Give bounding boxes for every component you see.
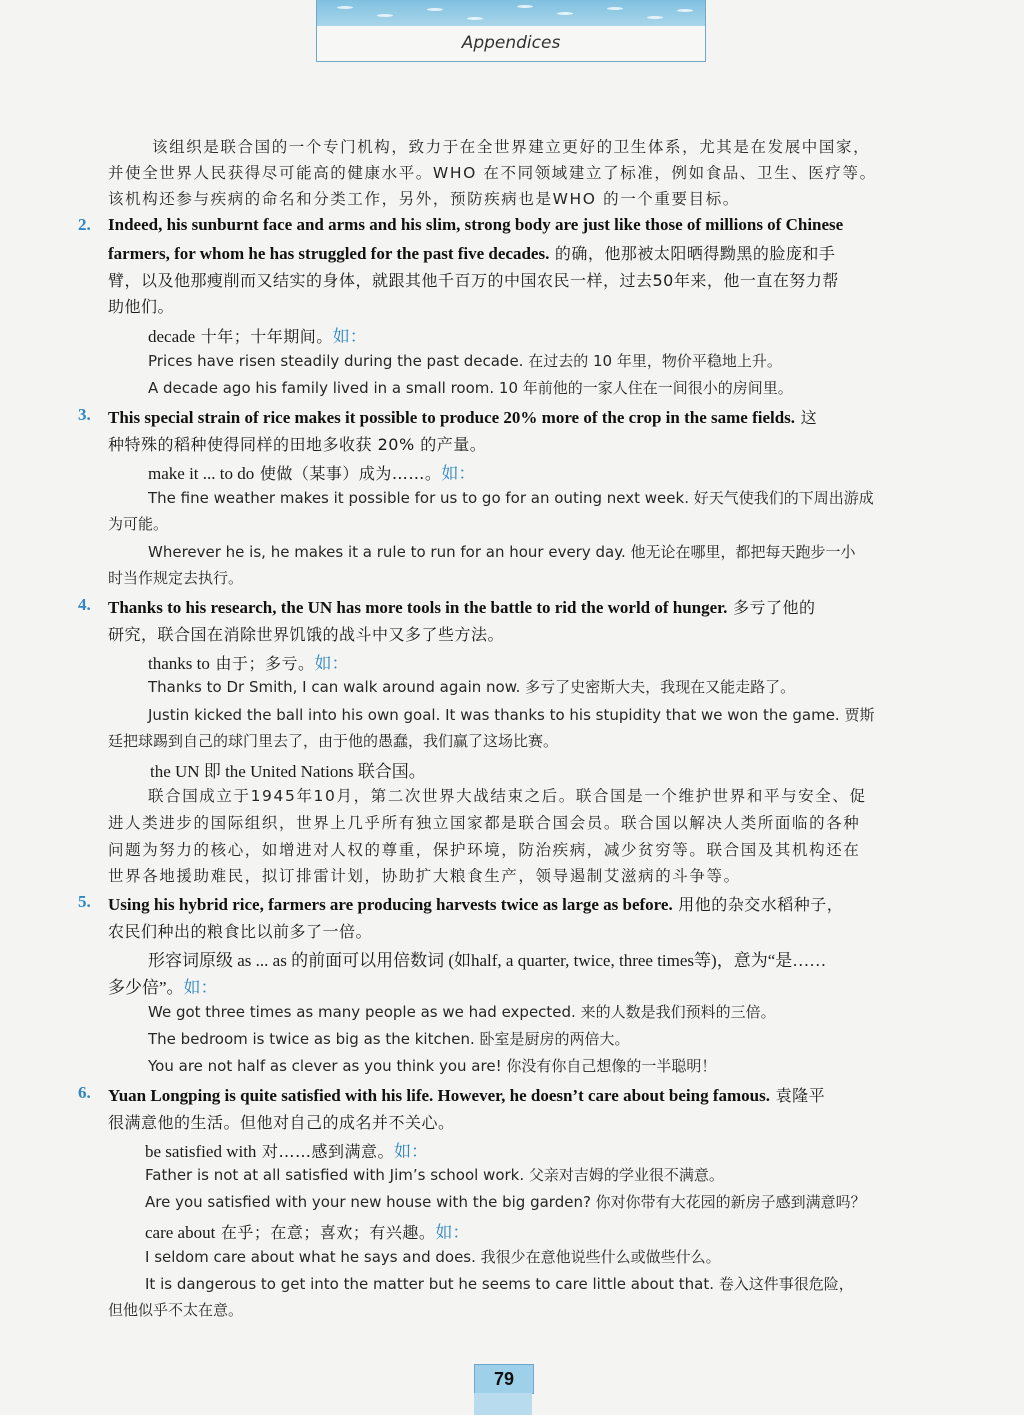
text-line: 很满意他的生活。但他对自己的成名并不关心。 xyxy=(108,1113,455,1132)
header-tab xyxy=(316,0,706,62)
text-line: 进人类进步的国际组织，世界上几乎所有独立国家都是联合国会员。联合国以解决人类所面临的各种 xyxy=(108,814,861,832)
text-line: The bedroom is twice as big as the kitchen. 卧室是厨房的两倍大。 xyxy=(148,1030,630,1048)
text-line: Yuan Longping is quite satisfied with his life. However, he doesn’t care about being famous. 袁隆平 xyxy=(108,1086,826,1105)
text-line: thanks to 由于；多亏。如： xyxy=(148,654,349,674)
example-marker: 如： xyxy=(441,464,476,484)
item-number: 5. xyxy=(78,892,91,911)
text-line: You are not half as clever as you think you are! 你没有你自己想像的一半聪明！ xyxy=(148,1057,717,1075)
text-line: 但他似乎不太在意。 xyxy=(108,1301,244,1319)
text-line: farmers, for whom he has struggled for the past five decades. 的确，他那被太阳晒得黝黑的脸庞和手 xyxy=(108,244,836,263)
text-line: 问题为努力的核心，如增进对人权的尊重，保护环境，防治疾病，减少贫穷等。联合国及其机构还在 xyxy=(108,841,861,859)
text-line: 形容词原级 as ... as 的前面可以用倍数词 (如half, a quarter, twice, three times等)，意为“是…… xyxy=(148,951,827,970)
text-line: 联合国成立于1945年10月，第二次世界大战结束之后。联合国是一个维护世界和平与安全、促 xyxy=(148,787,867,805)
text-line: 研究，联合国在消除世界饥饿的战斗中又多了些方法。 xyxy=(108,625,505,644)
text-line: It is dangerous to get into the matter but he seems to care little about that. 卷入这件事很危险， xyxy=(145,1275,854,1293)
text-line: Using his hybrid rice, farmers are producing harvests twice as large as before. 用他的杂交水稻种子， xyxy=(108,895,844,914)
text-line: The fine weather makes it possible for us to go for an outing next week. 好天气使我们的下周出游成 xyxy=(148,489,874,507)
text-line: Justin kicked the ball into his own goal. It was thanks to his stupidity that we won the game. 贾斯 xyxy=(148,706,875,724)
item-number: 6. xyxy=(78,1083,91,1102)
example-marker: 如： xyxy=(332,327,367,347)
page-number-band xyxy=(474,1393,532,1415)
text-line: make it ... to do 使做（某事）成为……。如： xyxy=(148,464,476,484)
text-line: Wherever he is, he makes it a rule to run for an hour every day. 他无论在哪里，都把每天跑步一小 xyxy=(148,543,856,561)
example-marker: 如： xyxy=(314,654,349,674)
item-number: 2. xyxy=(78,215,91,234)
text-line: Father is not at all satisfied with Jim’s school work. 父亲对吉姆的学业很不满意。 xyxy=(145,1166,724,1184)
text-line: 并使全世界人民获得尽可能高的健康水平。WHO 在不同领域建立了标准，例如食品、卫生、医疗等。 xyxy=(108,164,877,182)
text-line: 农民们种出的粮食比以前多了一倍。 xyxy=(108,922,373,941)
item-number: 4. xyxy=(78,595,91,614)
text-line: 该机构还参与疾病的命名和分类工作，另外，预防疾病也是WHO 的一个重要目标。 xyxy=(108,190,740,208)
text-line: This special strain of rice makes it possible to produce 20% more of the crop in the same fields. 这 xyxy=(108,408,818,427)
text-line: 臂，以及他那瘦削而又结实的身体，就跟其他千百万的中国农民一样，过去50年来，他一直在努力帮 xyxy=(108,271,839,290)
text-line: 该组织是联合国的一个专门机构，致力于在全世界建立更好的卫生体系，尤其是在发展中国家， xyxy=(152,138,871,156)
text-line: 世界各地援助难民，拟订排雷计划，协助扩大粮食生产，领导遏制艾滋病的斗争等。 xyxy=(108,867,741,885)
text-line: Thanks to Dr Smith, I can walk around again now. 多亏了史密斯大夫，我现在又能走路了。 xyxy=(148,678,796,696)
text-line: decade 十年；十年期间。如： xyxy=(148,327,367,347)
text-line: 为可能。 xyxy=(108,515,169,533)
text-line: Thanks to his research, the UN has more tools in the battle to rid the world of hunger. 多亏了他的 xyxy=(108,598,816,617)
text-line: We got three times as many people as we had expected. 来的人数是我们预料的三倍。 xyxy=(148,1003,776,1021)
example-marker: 如： xyxy=(183,978,218,998)
section-title: Appendices xyxy=(461,33,561,53)
text-line: the UN 即 the United Nations 联合国。 xyxy=(150,762,426,781)
text-line: Prices have risen steadily during the past decade. 在过去的 10 年里，物价平稳地上升。 xyxy=(148,352,782,370)
text-line: 助他们。 xyxy=(108,297,175,316)
header-decorative-band xyxy=(317,0,705,26)
text-line: I seldom care about what he says and does. 我很少在意他说些什么或做些什么。 xyxy=(145,1248,721,1266)
text-line: 廷把球踢到自己的球门里去了，由于他的愚蠢，我们赢了这场比赛。 xyxy=(108,732,559,750)
example-marker: 如： xyxy=(394,1142,429,1162)
text-line: 多少倍”。如： xyxy=(108,978,218,998)
text-line: care about 在乎；在意；喜欢；有兴趣。如： xyxy=(145,1223,470,1243)
item-number: 3. xyxy=(78,405,91,424)
text-line: Are you satisfied with your new house with the big garden? 你对你带有大花园的新房子感到满意吗？ xyxy=(145,1193,866,1211)
text-line: A decade ago his family lived in a small room. 10 年前他的一家人住在一间很小的房间里。 xyxy=(148,379,793,397)
text-line: Indeed, his sunburnt face and arms and his slim, strong body are just like those of millions of Chinese xyxy=(108,215,844,234)
text-line: 种特殊的稻种使得同样的田地多收获 20% 的产量。 xyxy=(108,435,487,454)
example-marker: 如： xyxy=(435,1223,470,1243)
text-line: be satisfied with 对……感到满意。如： xyxy=(145,1142,429,1162)
page-number: 79 xyxy=(474,1364,534,1394)
text-line: 时当作规定去执行。 xyxy=(108,569,244,587)
